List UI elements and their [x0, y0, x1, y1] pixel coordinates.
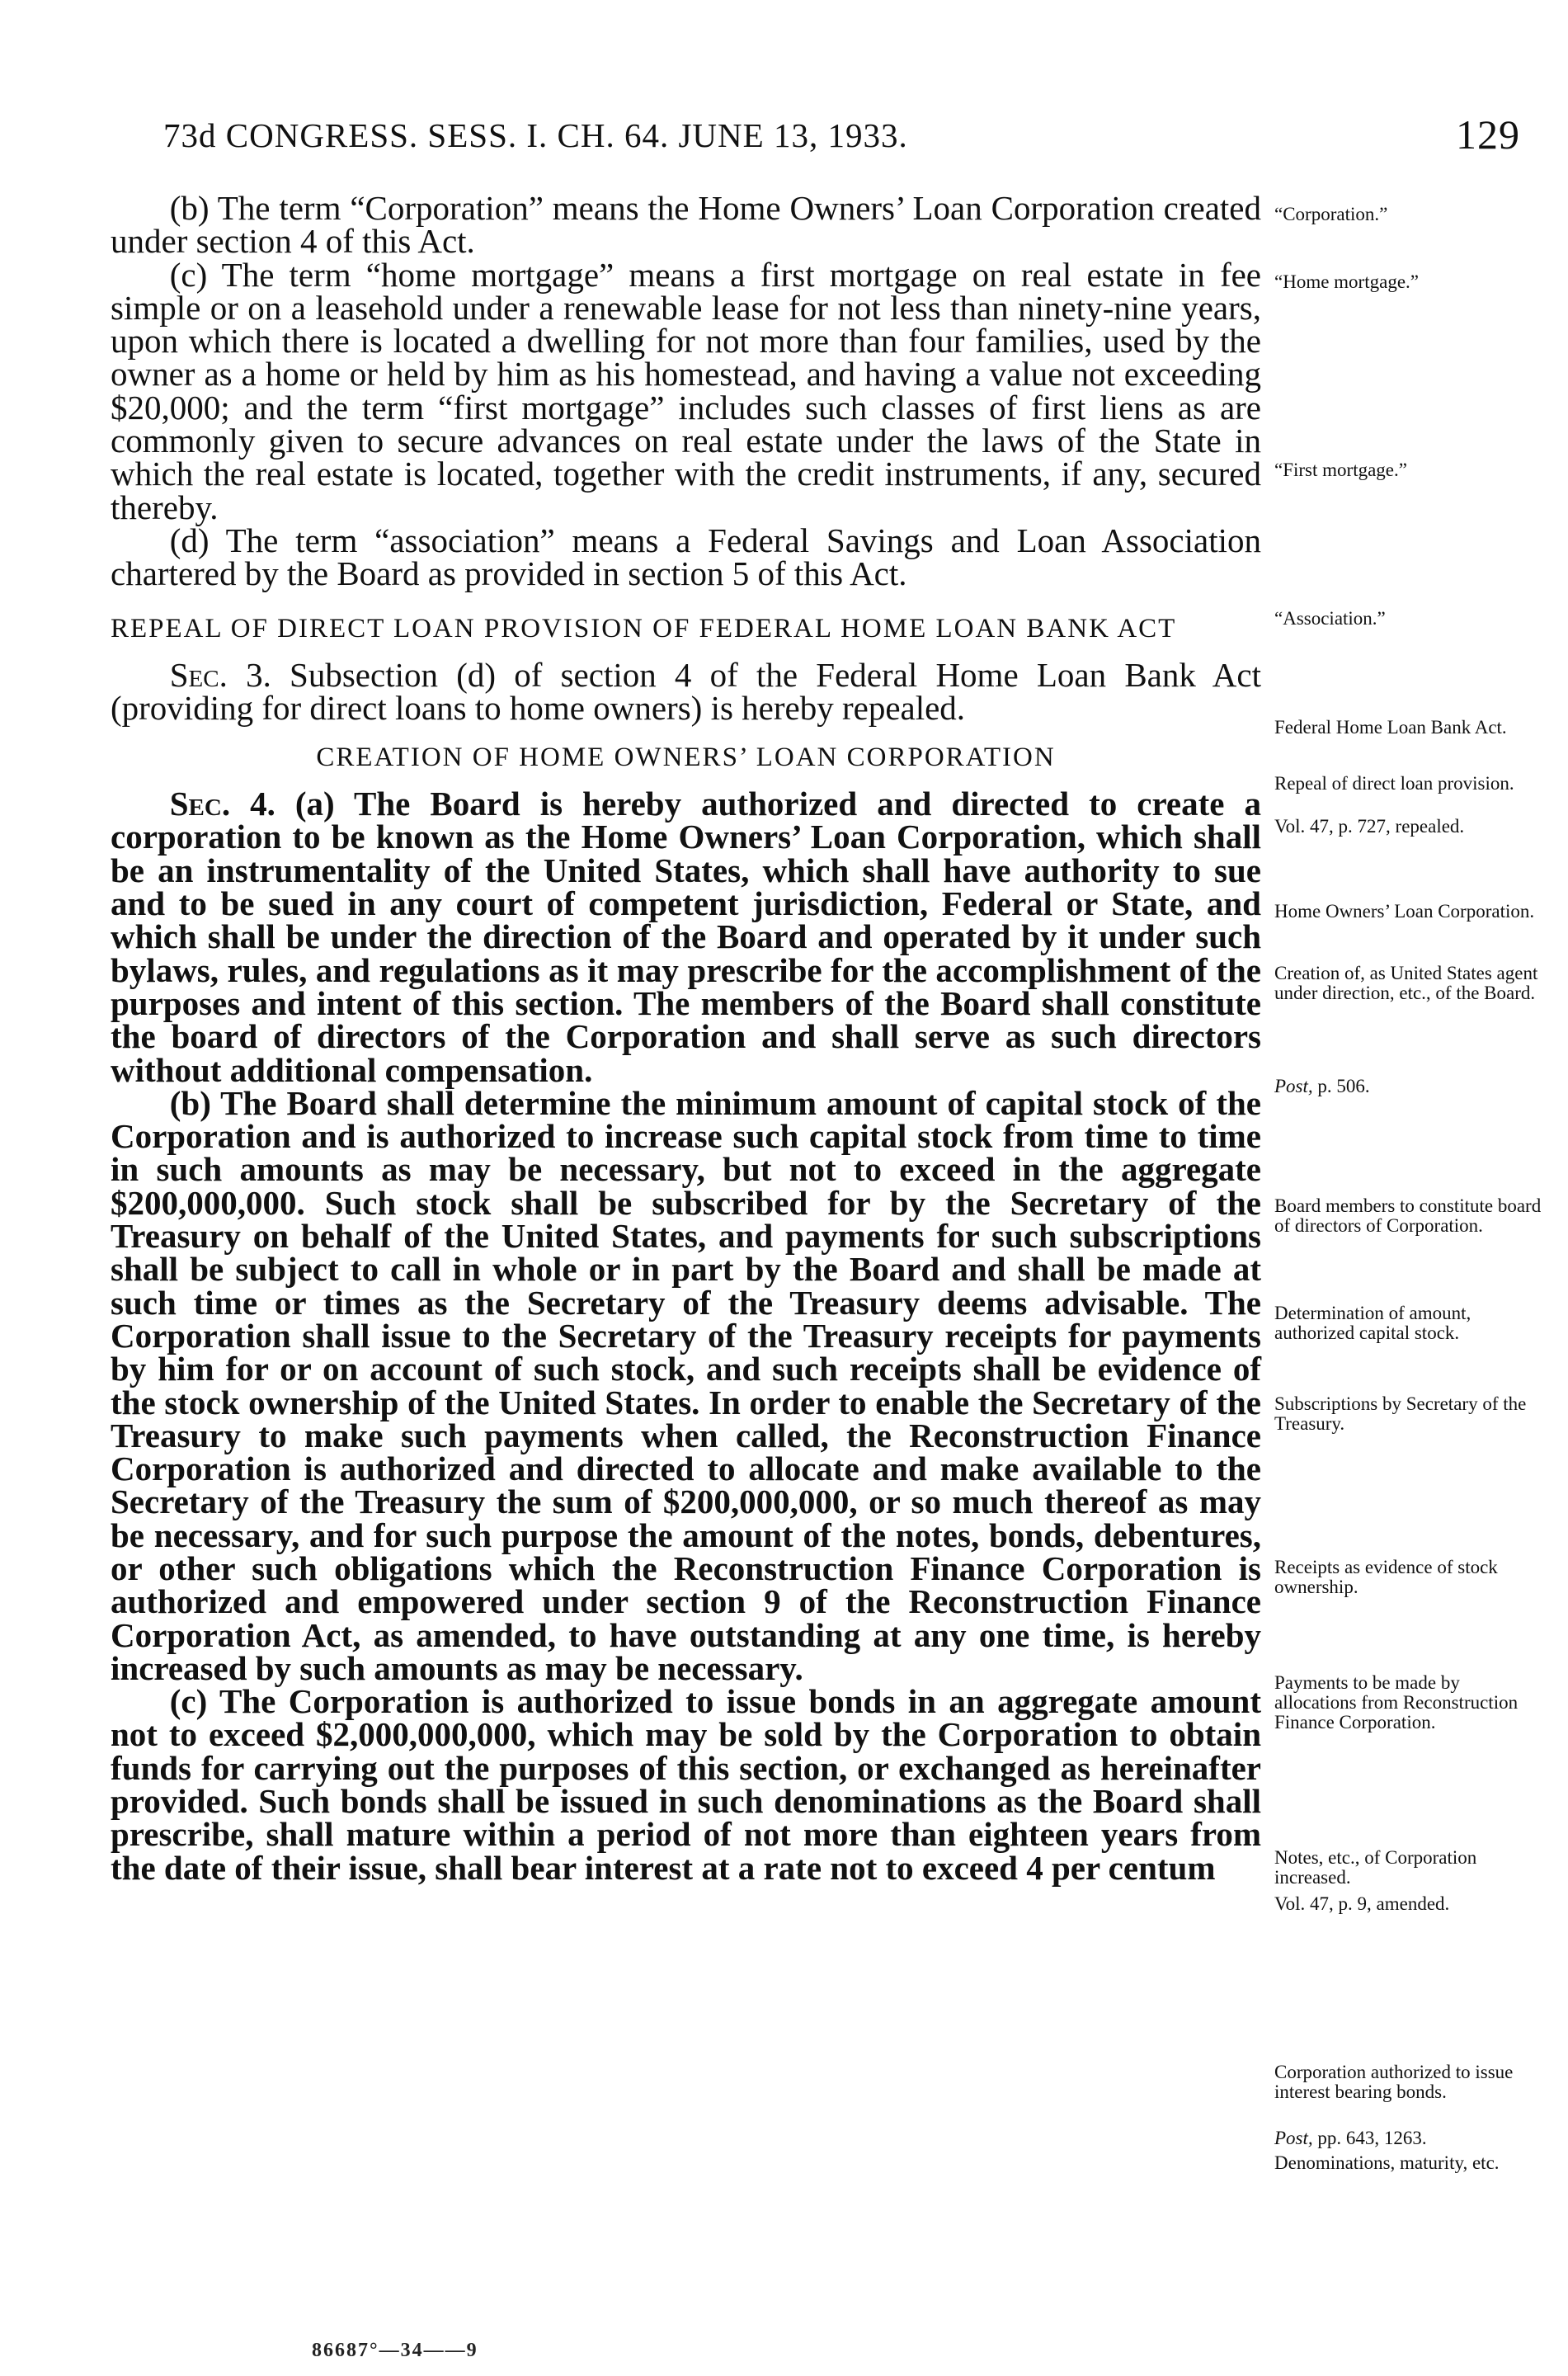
margin-note-board-members: Board members to constitute board of directors of Corporation.: [1274, 1195, 1542, 1236]
margin-note-capital: Determination of amount, authorized capital stock.: [1274, 1303, 1471, 1343]
post-label: Post,: [1274, 2128, 1313, 2148]
section-3: [111, 655, 1262, 727]
print-code: 86687°—34——9: [312, 2340, 478, 2361]
post-label: Post,: [1274, 1076, 1313, 1096]
margin-note-notes: Notes, etc., of Corporation increased.: [1274, 1847, 1477, 1888]
page-header: [163, 111, 1520, 165]
margin-note-creation: Creation of, as United States agent under direction, etc., of the Board.: [1274, 963, 1538, 1003]
margin-note-post-643: [1274, 2128, 1542, 2148]
margin-note-bonds: Corporation authorized to issue interest bearing bonds.: [1274, 2062, 1514, 2102]
section-3-label: Sec. 3.: [169, 655, 271, 694]
post-page: p. 506.: [1317, 1076, 1370, 1096]
section-4a-text: (a) The Board is hereby authorized and directed to create a corporation to be known as the Home Owners’ Loan Corporation, which shall be an instrumentality of the United States, which shall have authority to sue and to be sued in any court of competent jurisdiction, Federal or State, and which shall be under the direction of the Board and operated by it under such bylaws, rules, and regulations as it may prescribe for the accomplishment of the purposes and intent of this section. The members of the Board shall constitute the board of directors of the Corporation and shall serve as such directors without additional compensation.: [111, 785, 1261, 1089]
heading-repeal: REPEAL OF DIRECT LOAN PROVISION OF FEDERAL HOME LOAN BANK ACT: [111, 613, 1177, 644]
margin-note-corporation: “Corporation.”: [1274, 204, 1388, 224]
paragraph-d-association: (d) The term “association” means a Federal Savings and Loan Association chartered by the Board as provided in section 5 of this Act.: [111, 521, 1261, 593]
margin-note-denominations: Denominations, maturity, etc.: [1274, 2152, 1500, 2173]
margin-note-fhlb-act: Federal Home Loan Bank Act.: [1274, 717, 1507, 738]
margin-note-repeal-cite: Vol. 47, p. 727, repealed.: [1274, 816, 1465, 837]
margin-note-association: “Association.”: [1274, 608, 1386, 629]
post-pages: pp. 643, 1263.: [1317, 2128, 1427, 2148]
paragraph-b-corporation: (b) The term “Corporation” means the Home Owners’ Loan Corporation created under section 4 of this Act.: [111, 189, 1261, 261]
margin-note-subscriptions: Subscriptions by Secretary of the Treasury.: [1274, 1393, 1527, 1434]
running-head: 73d CONGRESS. SESS. I. CH. 64. JUNE 13, 1933.: [163, 116, 908, 154]
margin-note-first-mortgage: “First mortgage.”: [1274, 460, 1407, 480]
section-3-text: Subsection (d) of section 4 of the Federal Home Loan Bank Act (providing for direct loans to home owners) is hereby repealed.: [111, 655, 1262, 727]
margin-note-repeal: Repeal of direct loan provision.: [1274, 773, 1514, 794]
margin-note-holc: Home Owners’ Loan Corporation.: [1274, 901, 1535, 922]
section-4a: [111, 787, 1261, 1087]
paragraph-c-home-mortgage: (c) The term “home mortgage” means a first mortgage on real estate in fee simple or on a leasehold under a renewable lease for not less than ninety-nine years, upon which there is located a dwelling for not more than four families, used by the owner as a home or held by him as his homestead, and having a value not exceeding $20,000; and the term “first mortgage” includes such classes of first liens as are commonly given to secure advances on real estate under the laws of the State in which the real estate is located, together with the credit instruments, if any, secured thereby.: [111, 255, 1261, 526]
heading-creation: CREATION OF HOME OWNERS’ LOAN CORPORATION: [316, 742, 1056, 773]
section-4c: (c) The Corporation is authorized to issue bonds in an aggregate amount not to exceed $2,000,000,000, which may be sold by the Corporation to obtain funds for carrying out the purposes of this section, or exchanged as hereinafter provided. Such bonds shall be issued in such denominations as the Board shall prescribe, shall mature within a period of not more than eighteen years from the date of their issue, shall bear interest at a rate not to exceed 4 per centum: [111, 1682, 1261, 1887]
main-text: [111, 189, 1262, 1887]
section-4b: (b) The Board shall determine the minimum amount of capital stock of the Corporation and is authorized to increase such capital stock from time to time in such amounts as may be necessary, but not to exceed in the aggregate $200,000,000. Such stock shall be subscribed for by the Secretary of the Treasury on behalf of the United States, and payments for such subscriptions shall be subject to call in whole or in part by the Board and shall be made at such time or times as the Secretary of the Treasury deems advisable. The Corporation shall issue to the Secretary of the Treasury receipts for payments by him for or on account of such stock, and such receipts shall be evidence of the stock ownership of the United States. In order to enable the Secretary of the Treasury to make such payments when called, the Reconstruction Finance Corporation is authorized and directed to allocate and make available to the Secretary of the Treasury the sum of $200,000,000, or so much thereof as may be necessary, and for such purpose the amount of the notes, bonds, debentures, or other such obligations which the Reconstruction Finance Corporation is authorized and empowered under section 9 of the Reconstruction Finance Corporation Act, as amended, to have outstanding at any one time, is hereby increased by such amounts as may be necessary.: [111, 1083, 1261, 1687]
margin-note-payments: Payments to be made by allocations from Reconstruction Finance Corporation.: [1274, 1672, 1519, 1732]
margin-note-receipts: Receipts as evidence of stock ownership.: [1274, 1557, 1498, 1597]
margin-note-notes-cite: Vol. 47, p. 9, amended.: [1274, 1893, 1450, 1914]
page-number: 129: [1456, 111, 1520, 158]
margin-note-post-506: [1274, 1077, 1542, 1096]
margin-note-home-mortgage: “Home mortgage.”: [1274, 271, 1419, 292]
section-4-label: Sec. 4.: [169, 785, 275, 823]
